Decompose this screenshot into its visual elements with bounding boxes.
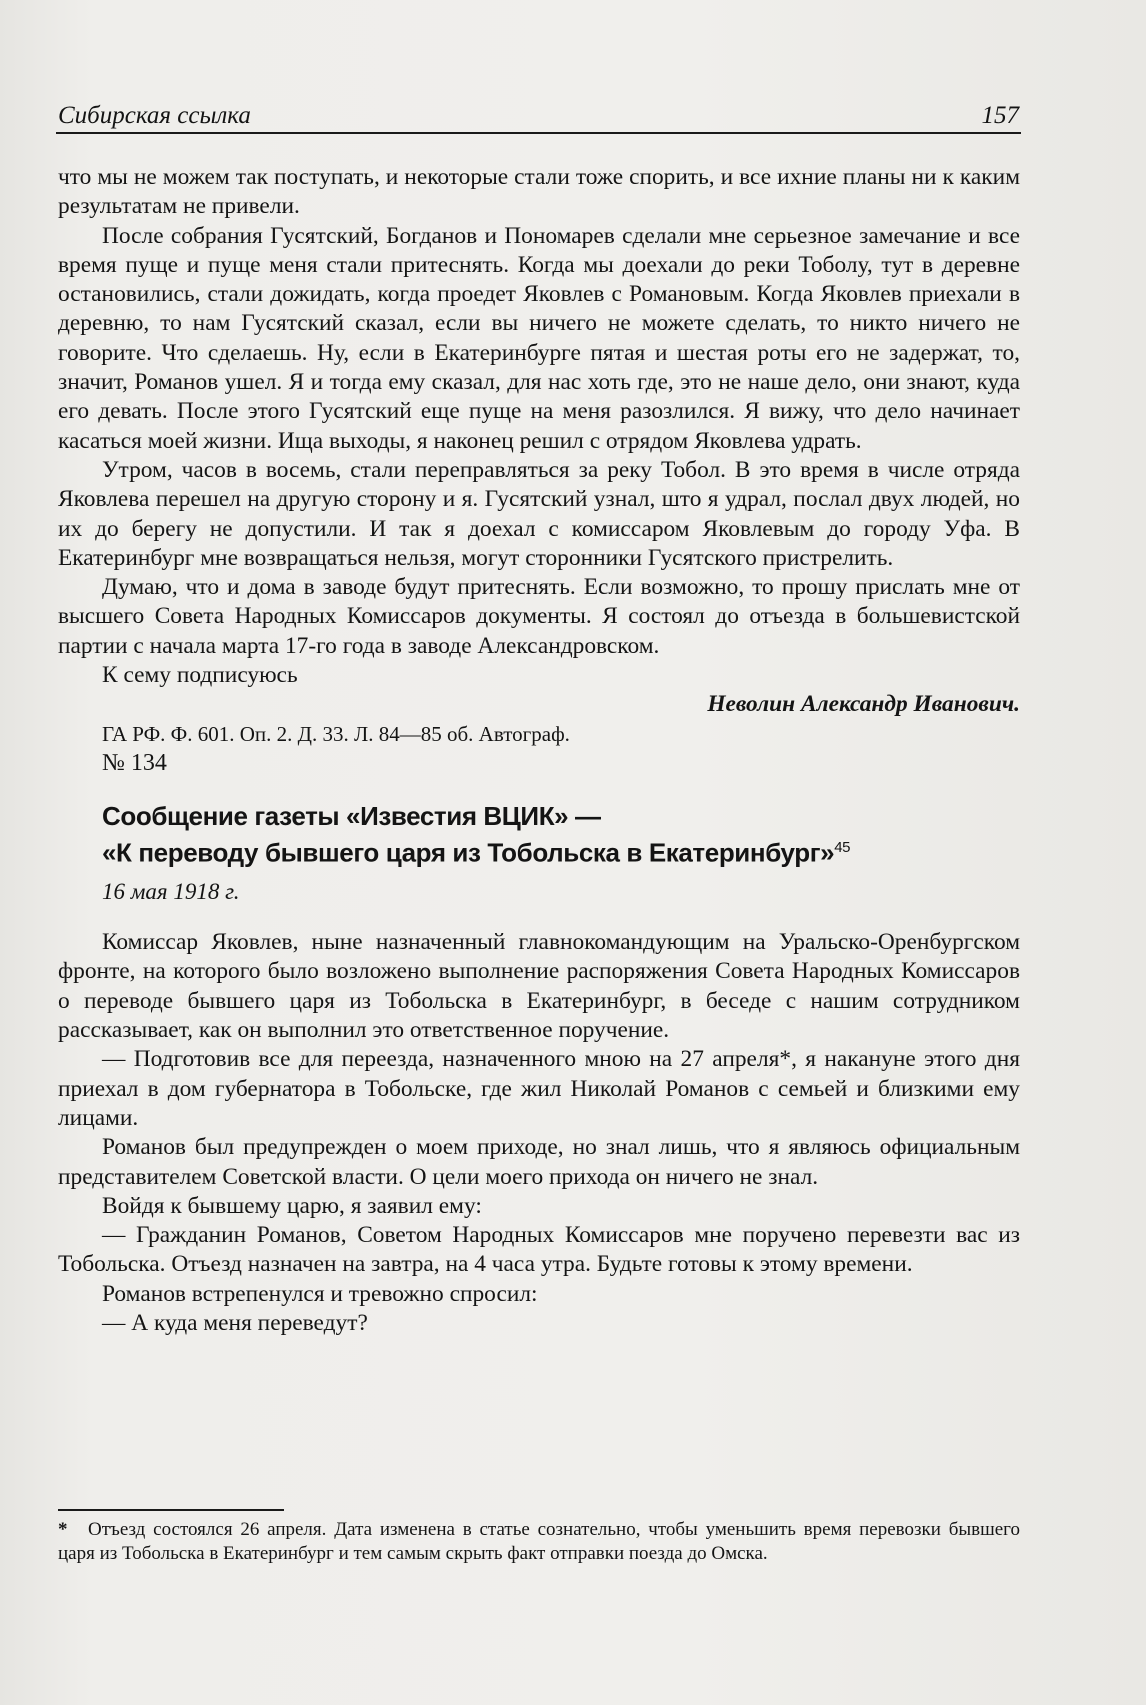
paragraph: Комиссар Яковлев, ныне назначенный главнокомандующим на Уральско-Оренбургском фронте, на которого было возложено выполнение распоряжения Совета Народных Комиссаров о переводе бывшего царя из Тобольска в Екатеринбург, в беседе с нашим сотрудником рассказывает, как он выполнил это ответственное поручение. [58, 929, 1020, 1044]
document-number: № 134 [102, 749, 167, 776]
footnote [58, 1518, 1020, 1566]
footnote-text: Отъезд состоялся 26 апреля. Дата изменена в статье сознательно, чтобы уменьшить время перевозки бывшего царя из Тобольска в Екатеринбург и тем самым скрыть факт отправки поезда до Омска. [58, 1519, 1020, 1564]
paragraph: — Подготовив все для переезда, назначенного мною на 27 апреля*, я накануне этого дня приехал в дом губернатора в Тобольске, где жил Николай Романов с семьей и близкими ему лицами. [58, 1046, 1020, 1131]
page-number: 157 [981, 102, 1019, 129]
paragraph: К сему подписуюсь [102, 662, 298, 689]
page-header [56, 96, 1021, 134]
document-title-line: Сообщение газеты «Известия ВЦИК» — [102, 801, 601, 832]
running-title: Сибирская ссылка [58, 102, 251, 129]
paragraph: Утром, часов в восемь, стали переправляться за реку Тобол. В это время в числе отряда Яковлева перешел на другую сторону и я. Гусятский узнал, што я удрал, послал двух людей, но их до берегу не допустили. И так я доехал с комиссаром Яковлевым до городу Уфа. В Екатеринбург мне возвращаться нельзя, могут сторонники Гусятского пристрелить. [58, 456, 1020, 571]
document-title [58, 800, 1020, 869]
archive-reference: ГА РФ. Ф. 601. Оп. 2. Д. 33. Л. 84—85 об. Автограф. [102, 721, 570, 746]
footnote-divider [58, 1509, 284, 1511]
document-text [58, 928, 1020, 1338]
endnote-marker: 45 [834, 839, 851, 857]
paragraph: Думаю, что и дома в заводе будут притеснять. Если возможно, то прошу прислать мне от высшего Совета Народных Комиссаров документы. Я состоял до отъезда в большевистской партии с начала марта 17-го года в заводе Александровском. [58, 574, 1020, 659]
paragraph: Романов встрепенулся и тревожно спросил: [102, 1280, 538, 1307]
paragraph: Романов был предупрежден о моем приходе, но знал лишь, что я являюсь официальным представителем Советской власти. О цели моего прихода он ничего не знал. [58, 1134, 1020, 1190]
document-title-line: «К переводу бывшего царя из Тобольска в Екатеринбург»$^{45}$ [102, 837, 851, 868]
paragraph: что мы не можем так поступать, и некоторые стали тоже спорить, и все ихние планы ни к каким результатам не привели. [58, 164, 1020, 220]
paragraph: Войдя к бывшему царю, я заявил ему: [102, 1192, 482, 1219]
footnote-marker: * [58, 1519, 68, 1540]
signature: Неволин Александр Иванович. [707, 691, 1020, 718]
page-body [58, 163, 1020, 1338]
paragraph: — Гражданин Романов, Советом Народных Комиссаров мне поручено перевезти вас из Тобольска. Отъезд назначен на завтра, на 4 часа утра. Будьте готовы к этому времени. [58, 1222, 1020, 1278]
document-date: 16 мая 1918 г. [102, 878, 240, 904]
paragraph: После собрания Гусятский, Богданов и Пономарев сделали мне серьезное замечание и все время пуще и пуще меня стали притеснять. Когда мы доехали до реки Тоболу, тут в деревне остановились, стали дожидать, когда проедет Яковлев с Романовым. Когда Яковлев приехали в деревню, то нам Гусятский сказал, если вы ничего не можете сделать, то никто ничего не говорите. Что сделаешь. Ну, если в Екатеринбурге пятая и шестая роты его не задержат, то, значит, Романов ушел. Я и тогда ему сказал, для нас хоть где, это не наше дело, они знают, куда его девать. После этого Гусятский еще пуще на меня разозлился. Я вижу, что дело начинает касаться моей жизни. Ища выходы, я наконец решил с отрядом Яковлева удрать. [58, 222, 1020, 454]
paragraph: — А куда меня переведут? [102, 1310, 368, 1337]
